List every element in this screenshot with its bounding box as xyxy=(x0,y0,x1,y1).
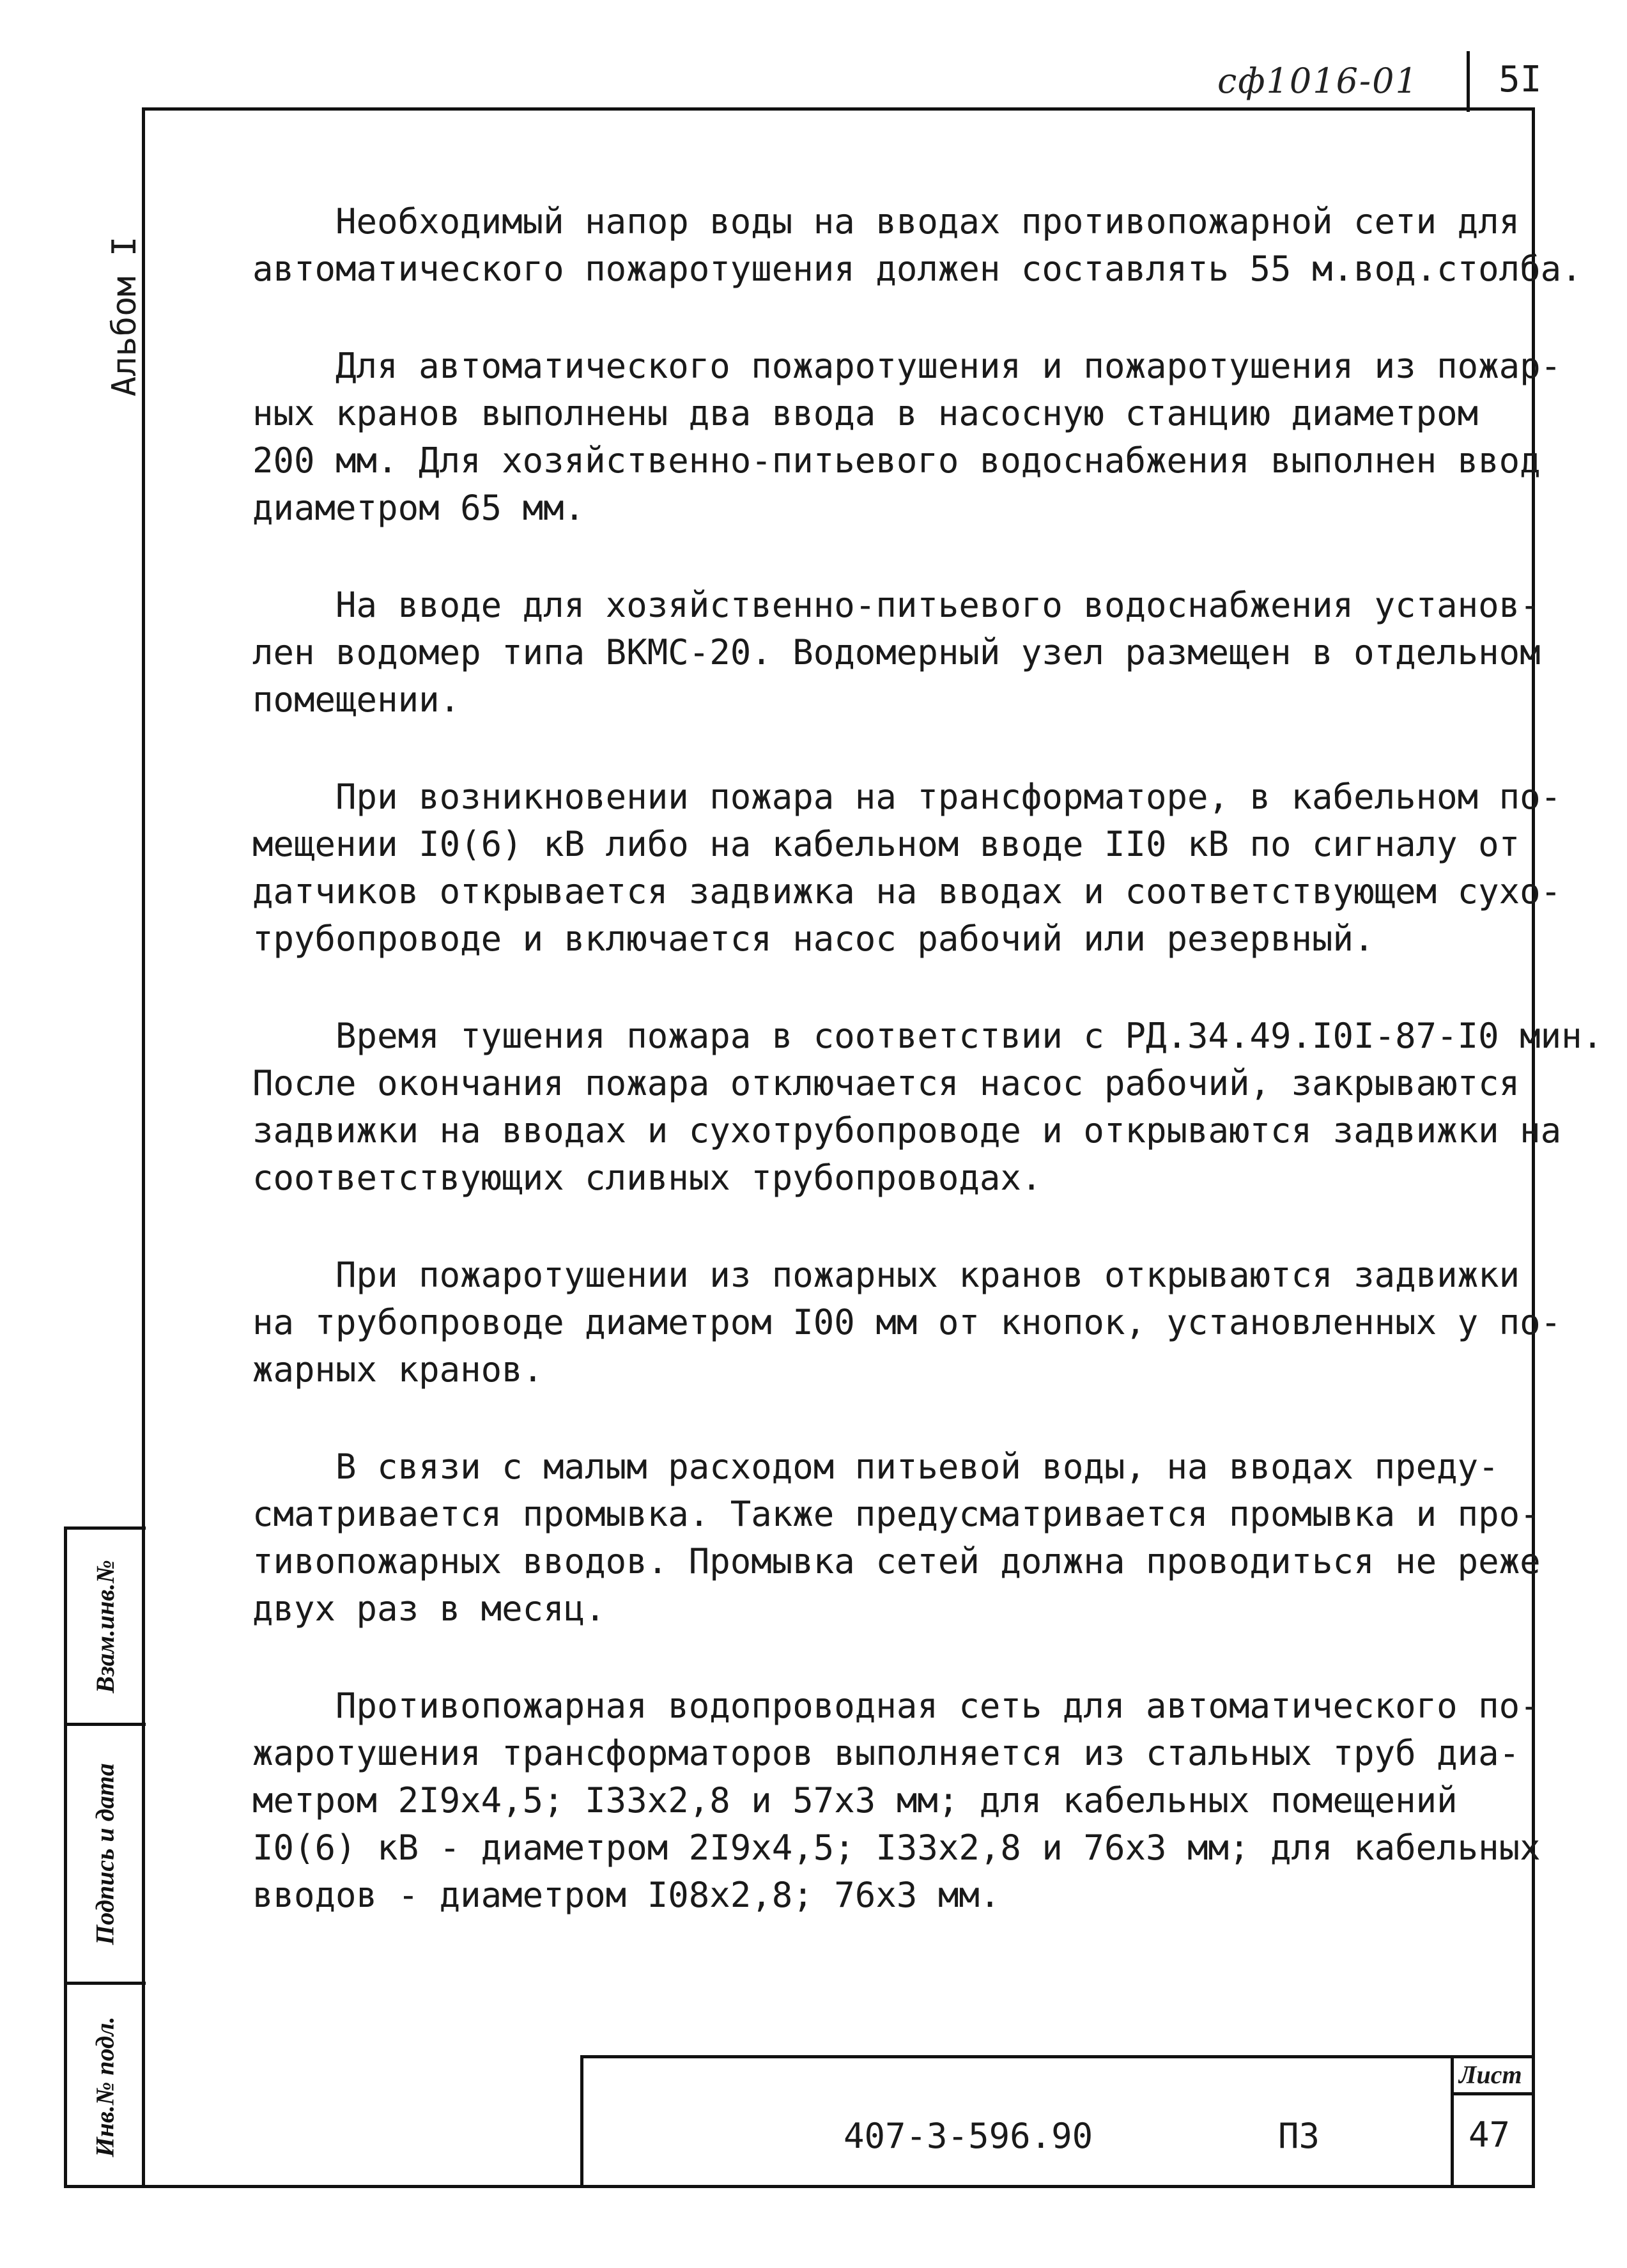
paragraph xyxy=(252,1443,1541,1633)
paragraph xyxy=(252,1013,1603,1202)
text-line: На вводе для хозяйственно-питьевого водоснабжения установ- xyxy=(252,585,1541,625)
text-line: ных кранов выполнены два ввода в насосную станцию диаметром xyxy=(252,393,1479,433)
text-line: Противопожарная водопроводная сеть для автоматического по- xyxy=(252,1686,1541,1726)
text-line: Для автоматического пожаротушения и пожаротушения из пожар- xyxy=(252,346,1562,386)
text-line: задвижки на вводах и сухотрубопроводе и открываются задвижки на xyxy=(252,1110,1562,1151)
text-line: тивопожарных вводов. Промывка сетей должна проводиться не реже xyxy=(252,1541,1541,1581)
paragraph xyxy=(252,1252,1562,1394)
paragraph xyxy=(252,198,1582,293)
page-number: 5I xyxy=(1499,59,1542,100)
text-line: Необходимый напор воды на вводах противопожарной сети для xyxy=(252,201,1520,242)
document-type: ПЗ xyxy=(1278,2116,1320,2156)
sheet-number: 47 xyxy=(1469,2115,1511,2155)
stamp-vzam-label: Взам.инв.№ xyxy=(90,1559,120,1693)
text-line: помещении. xyxy=(252,680,461,720)
text-line: После окончания пожара отключается насос рабочий, закрываются xyxy=(252,1063,1520,1103)
text-line: При возникновении пожара на трансформаторе, в кабельном по- xyxy=(252,777,1562,817)
text-line: двух раз в месяц. xyxy=(252,1588,606,1629)
paragraph xyxy=(252,773,1562,963)
document-code: 407-3-596.90 xyxy=(844,2116,1093,2156)
paragraph xyxy=(252,582,1541,724)
text-line: жарных кранов. xyxy=(252,1349,544,1390)
text-line: лен водомер типа ВКМС-20. Водомерный узел размещен в отдельном xyxy=(252,632,1541,672)
document-body xyxy=(252,198,1603,1969)
handwritten-doc-code: сф1016-01 xyxy=(1217,61,1419,101)
album-label: Альбом I xyxy=(105,236,144,397)
stamp-inventory-label: Инв.№ подл. xyxy=(90,2016,120,2157)
header-separator xyxy=(1467,51,1470,112)
sheet-label: Лист xyxy=(1459,2060,1522,2089)
text-line: на трубопроводе диаметром I00 мм от кнопок, установленных у по- xyxy=(252,1302,1562,1342)
text-line: При пожаротушении из пожарных кранов открываются задвижки xyxy=(252,1255,1520,1295)
text-line: сматривается промывка. Также предусматривается промывка и про- xyxy=(252,1494,1541,1534)
text-line: I0(6) кВ - диаметром 2I9x4,5; I33x2,8 и 76x3 мм; для кабельных xyxy=(252,1828,1541,1868)
text-line: диаметром 65 мм. xyxy=(252,488,585,528)
text-line: вводов - диаметром I08x2,8; 76x3 мм. xyxy=(252,1875,1001,1915)
paragraph xyxy=(252,1682,1541,1919)
text-line: жаротушения трансформаторов выполняется из стальных труб диа- xyxy=(252,1733,1520,1773)
text-line: 200 мм. Для хозяйственно-питьевого водоснабжения выполнен ввод xyxy=(252,440,1541,481)
text-line: мещении I0(6) кВ либо на кабельном вводе II0 кВ по сигналу от xyxy=(252,824,1520,864)
text-line: трубопроводе и включается насос рабочий или резервный. xyxy=(252,919,1375,959)
title-block-divider xyxy=(1451,2055,1454,2188)
text-line: автоматического пожаротушения должен составлять 55 м.вод.столба. xyxy=(252,249,1582,289)
paragraph xyxy=(252,343,1562,532)
title-block-divider xyxy=(1451,2092,1535,2095)
stamp-signature-label: Подпись и дата xyxy=(90,1762,120,1945)
text-line: датчиков открывается задвижка на вводах и соответствующем сухо- xyxy=(252,871,1562,912)
text-line: В связи с малым расходом питьевой воды, на вводах преду- xyxy=(252,1447,1499,1487)
text-line: Время тушения пожара в соответствии с РД.34.49.I0I-87-I0 мин. xyxy=(252,1016,1603,1056)
text-line: соответствующих сливных трубопроводах. xyxy=(252,1158,1042,1198)
text-line: метром 2I9x4,5; I33x2,8 и 57x3 мм; для кабельных помещений xyxy=(252,1780,1458,1821)
